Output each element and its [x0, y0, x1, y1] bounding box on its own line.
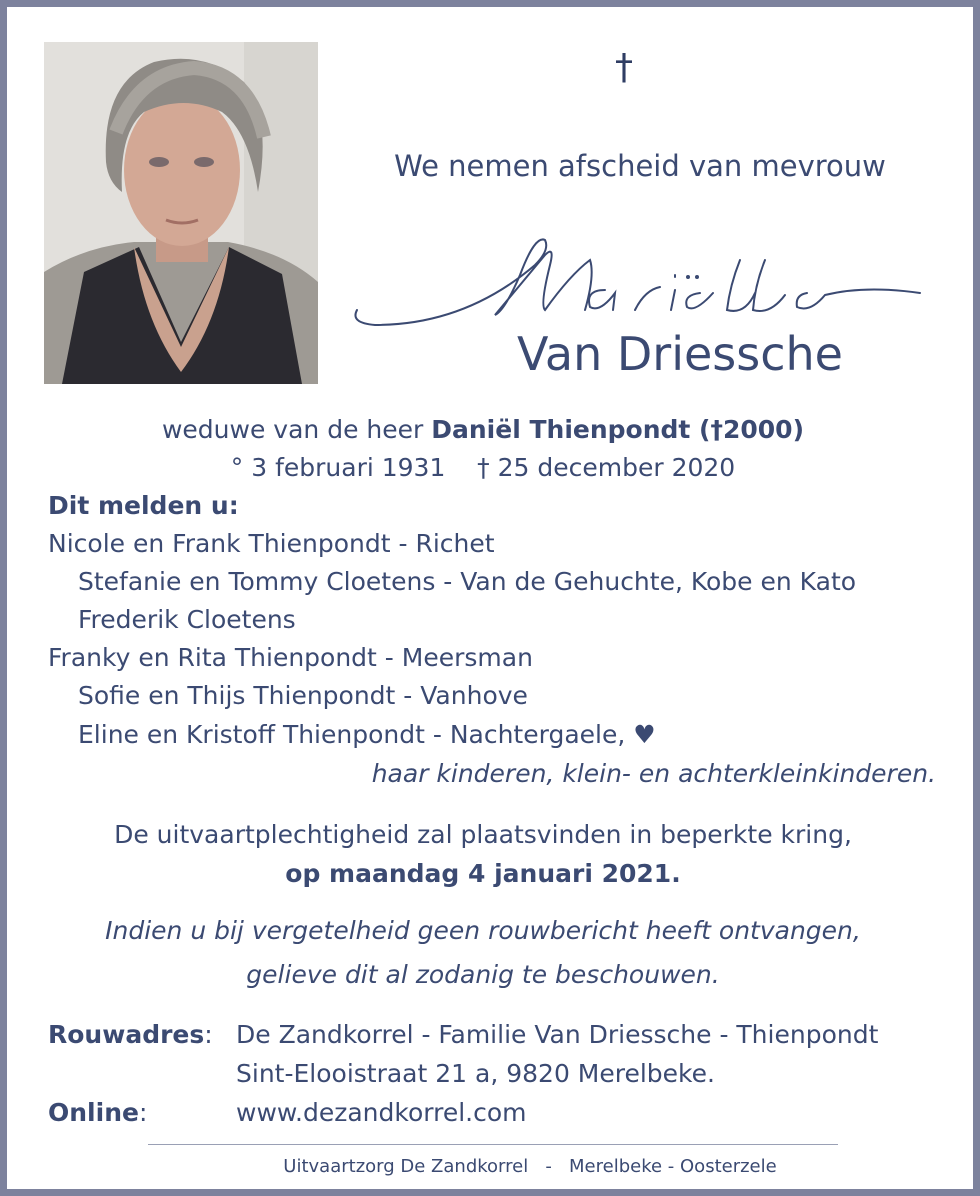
surname: Van Driessche	[517, 327, 843, 381]
dates-line	[0, 452, 966, 484]
family-line: Franky en Rita Thienpondt - Meersman	[48, 643, 533, 672]
widow-line	[0, 414, 966, 446]
husband-name: Daniël Thienpondt (†2000)	[431, 415, 804, 444]
funeral-line: De uitvaartplechtigheid zal plaatsvinden in beperkte kring,	[114, 820, 852, 849]
family-line: Frederik Cloetens	[78, 605, 296, 634]
family-line: Sofie en Thijs Thienpondt - Vanhove	[78, 681, 528, 710]
family-line: Stefanie en Tommy Cloetens - Van de Gehuchte, Kobe en Kato	[78, 567, 857, 596]
funeral-date: op maandag 4 januari 2021.	[285, 859, 681, 888]
death-date: † 25 december 2020	[477, 453, 736, 482]
address-line: De Zandkorrel - Familie Van Driessche - Thienpondt	[236, 1020, 879, 1049]
notice-line: Indien u bij vergetelheid geen rouwbericht heeft ontvangen,	[105, 916, 861, 945]
divider	[148, 1144, 838, 1145]
family-line: Nicole en Frank Thienpondt - Richet	[48, 529, 495, 558]
website-link[interactable]: www.dezandkorrel.com	[236, 1098, 527, 1127]
family-line: Eline en Kristoff Thienpondt - Nachtergaele, ♥	[78, 720, 656, 749]
family-closing: haar kinderen, klein- en achterkleinkinderen.	[371, 759, 936, 788]
address-line: Sint-Elooistraat 21 a, 9820 Merelbeke.	[236, 1059, 715, 1088]
cross-symbol: †	[615, 47, 633, 88]
notice-line: gelieve dit al zodanig te beschouwen.	[246, 960, 720, 989]
footer-text: Uitvaartzorg De Zandkorrel - Merelbeke - Oosterzele	[283, 1156, 777, 1177]
portrait-photo	[44, 42, 318, 384]
birth-date: ° 3 februari 1931	[230, 453, 446, 482]
online-label: Online:	[48, 1098, 148, 1127]
portrait-illustration	[44, 42, 318, 384]
first-name-text: Mariëtte	[345, 215, 350, 216]
family-heading: Dit melden u:	[48, 491, 239, 520]
address-label: Rouwadres:	[48, 1020, 213, 1049]
first-name-script	[345, 215, 935, 340]
widow-prefix: weduwe van de heer	[161, 415, 424, 444]
intro-text: We nemen afscheid van mevrouw	[394, 149, 886, 183]
